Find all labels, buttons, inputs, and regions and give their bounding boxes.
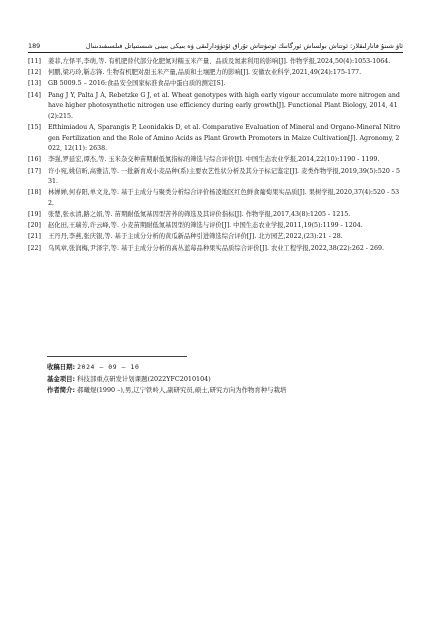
reference-item <box>28 221 401 232</box>
reference-text: 王丹丹,李燕,张庆银,等. 基于主成分分析的黄瓜新品种引进筛选综合评价[J]. 北方园艺,2022,(23):21 - 28. <box>48 233 343 241</box>
fund-label: 基金项目: <box>47 374 76 383</box>
reference-number: [21] <box>28 233 41 241</box>
reference-text: 赵化田,王瑞芳,许云峰,等. 小麦苗期耐低氮基因型的筛选与评价[J]. 中国生态农业学报,2011,19(5):1199 - 1204. <box>48 222 363 230</box>
reference-item <box>28 123 401 155</box>
reference-number: [17] <box>28 167 41 175</box>
reference-item <box>28 210 401 221</box>
reference-item <box>28 57 401 68</box>
reference-number: [22] <box>28 244 41 252</box>
received-label: 收稿日期: <box>47 363 76 371</box>
reference-text: 乌风章,张润梅,尹泽宇,等. 基于主成分分析的高丛蓝莓品种果实品质综合评价[J]. 农业工程学报,2022,38(22):262 - 269. <box>48 244 384 252</box>
reference-number: [19] <box>28 211 41 219</box>
reference-text: 林婵婵,何春阳,单文龙,等. 基于主成分与聚类分析综合评价杨凌地区红色鲜食葡萄果实品质[J]. 果树学报,2020,37(4):520 - 532. <box>48 189 400 207</box>
reference-item <box>28 68 401 79</box>
article-meta <box>47 362 401 397</box>
reference-number: [13] <box>28 80 41 88</box>
reference-number: [11] <box>28 58 41 65</box>
reference-item <box>28 244 401 255</box>
reference-text: 李强,罗延宏,谭杰,等. 玉米杂交种苗期耐低氮指标的筛选与综合评价[J]. 中国生态农业学报,2014,22(10):1190 - 1199. <box>48 156 380 164</box>
author-row <box>47 385 401 397</box>
reference-item <box>28 232 401 243</box>
reference-number: [15] <box>28 123 41 131</box>
reference-list <box>28 57 401 255</box>
reference-item <box>28 188 401 209</box>
reference-number: [20] <box>28 222 41 230</box>
fund-row <box>47 374 401 386</box>
reference-item <box>28 79 401 90</box>
reference-text: 张楚,张永清,路之娟,等. 苗期耐低氮基因型苦荞的筛选及其评价指标[J]. 作物学报,2017,43(8):1205 - 1215. <box>48 211 351 219</box>
reference-text: Pang J Y, Palta J A, Rebetzke G J, et al. Wheat genotypes with high early vigour accumulate more nitrogen and have higher photosynthetic nitrogen use efficiency during early growth[J]. Functional Plant Biology, 2014, 41(2):215. <box>48 91 400 120</box>
page-number: 189 <box>28 42 41 50</box>
reference-text: 许小宛,姚信昕,高雅洁,等. 一批新育成小麦品种(系)主要农艺性状分析及其分子标记鉴定[J]. 麦类作物学报,2019,39(5):520 - 531. <box>48 167 401 186</box>
reference-number: [18] <box>28 189 41 197</box>
reference-text: 姜菲,左怿平,李萌,等. 有机肥替代部分化肥氮对糯玉米产量、品质及氮素利用的影响[J]. 作物学报,2024,50(4):1053-1064. <box>48 58 391 65</box>
reference-number: [16] <box>28 156 41 164</box>
reference-item <box>28 155 401 166</box>
fund-value: 科技部重点研发计划课题(2022YFC2010104) <box>77 374 211 383</box>
reference-text: Efthimiadou A, Sparangis P, Leonidakis D, et al. Comparative Evaluation of Mineral and Organo-Mineral Nitrogen Fertilization and the Role of Amino Acids as Plant Growth Promoters in Maize Cultivation[J]. Agronomy, 2022, 12(11): 2638. <box>48 123 401 153</box>
reference-text: GB 5009.5 – 2016:食品安全国家标准食品中蛋白质的测定[S]. <box>48 80 226 88</box>
received-value: 2024 – 09 – 10 <box>77 363 140 371</box>
reference-item <box>28 91 401 123</box>
author-value: 郝曦煜(1990 –),男,辽宁铁岭人,副研究员,硕士,研究方向为作物育种与栽培 <box>77 386 287 395</box>
reference-text: 何鹏,梁巧玲,靳志锋. 生物有机肥对甜玉米产量,品质和土壤肥力的影响[J]. 安徽农业科学,2021,49(24):175-177. <box>48 69 362 77</box>
reference-number: [12] <box>28 69 41 77</box>
running-header <box>28 40 403 53</box>
author-label: 作者简介: <box>47 386 76 395</box>
meta-divider <box>47 356 187 357</box>
journal-title: ئاۋ شىنۇ فانارلىقلار: ئوتتاش بولساش ئورگانىك ئوتىۋتتاش تۇراق ئۆتۈۋدارلىقى ۋە بىيكى بىينى شىستىياتل فىلسىفىدىنىال <box>85 42 403 50</box>
reference-item <box>28 167 401 188</box>
reference-number: [14] <box>28 91 41 99</box>
received-date-row <box>47 362 401 374</box>
